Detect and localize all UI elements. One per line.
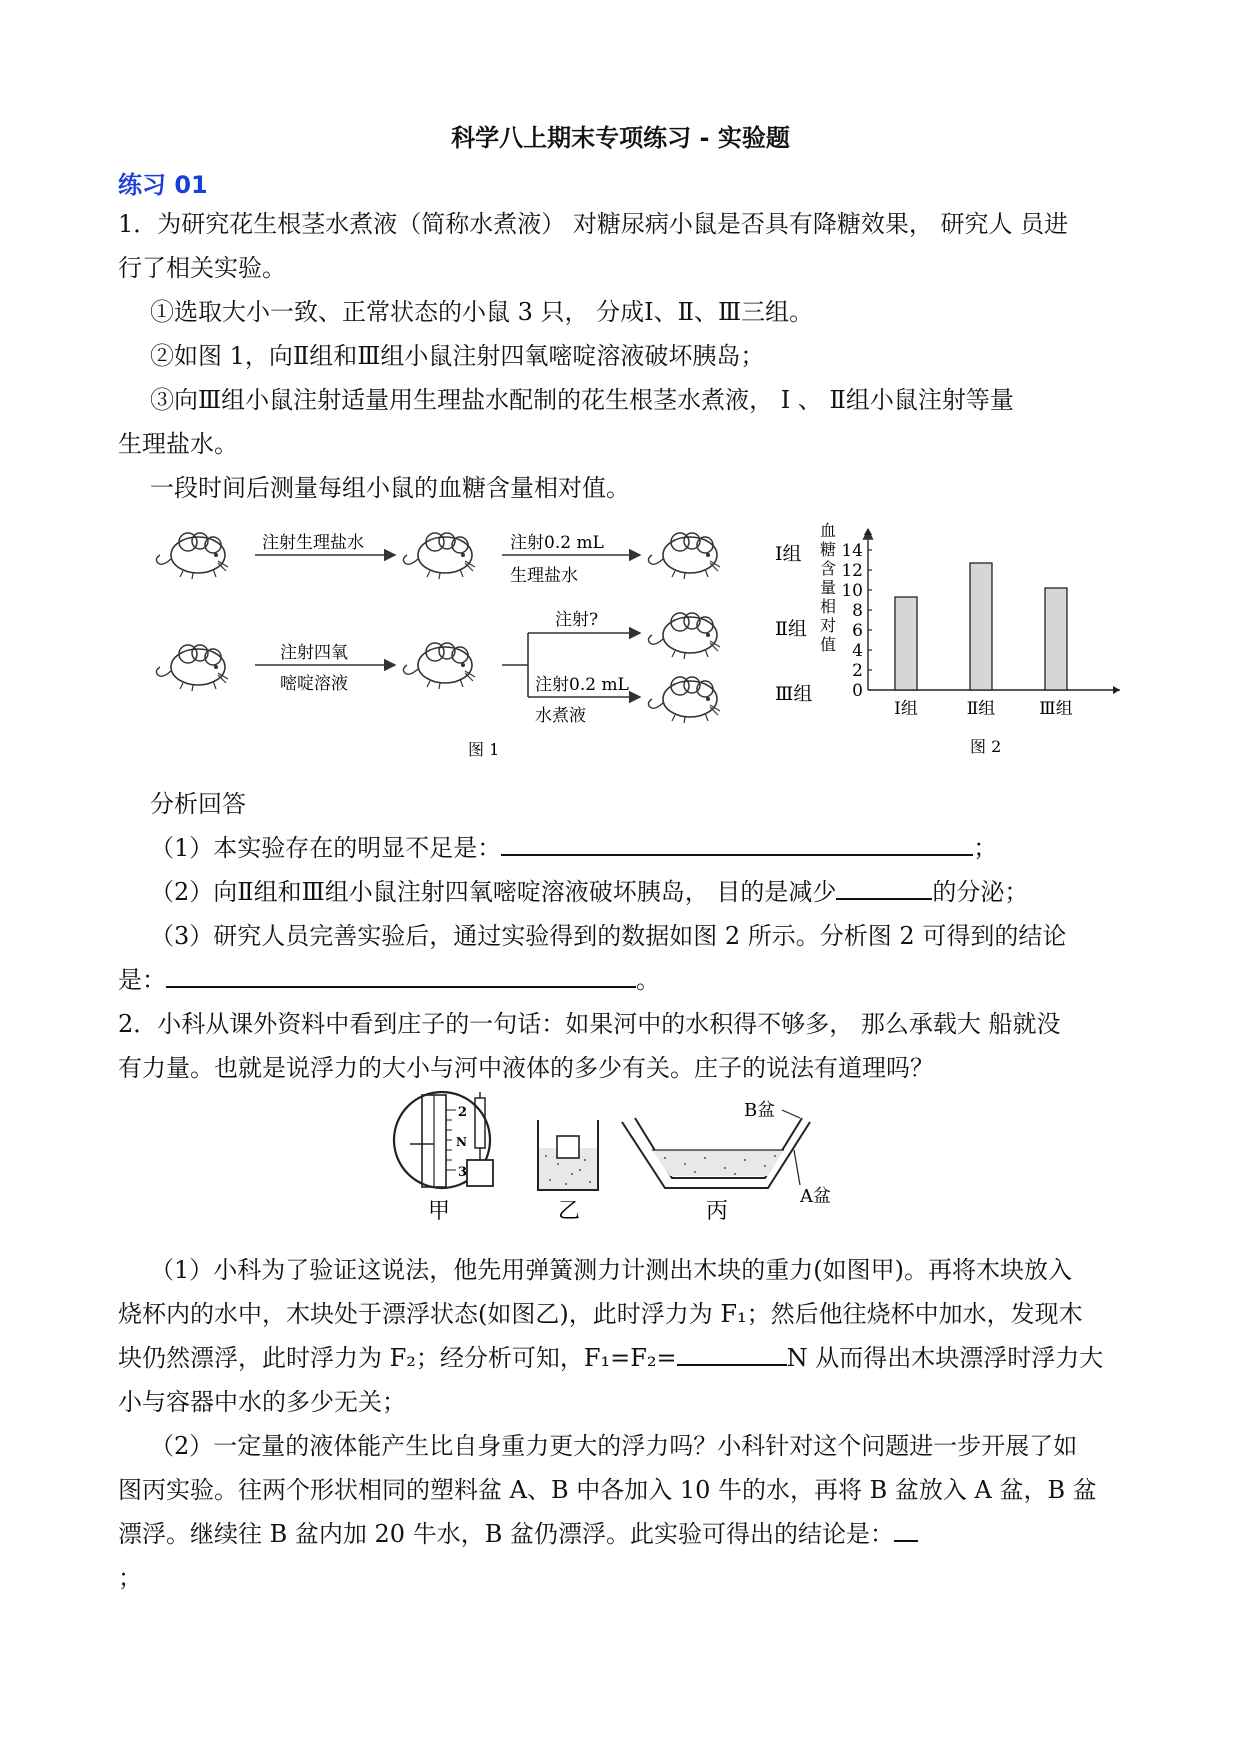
scale-mark-3: 3: [458, 1165, 468, 1180]
q1-sub1: [150, 826, 1160, 870]
answer-blank-4[interactable]: [677, 1338, 787, 1366]
q1-sub1-text: （1）本实验存在的明显不足是：: [150, 834, 502, 862]
page-title: 科学八上期末专项练习 - 实验题: [451, 124, 790, 152]
chart-x-tick: Ⅱ组: [966, 699, 996, 719]
q2-p2c: [118, 1512, 1128, 1556]
arrow-label-inject-02ml-b: 注射0.2 mL: [535, 675, 629, 695]
group-label-1: Ⅰ组: [775, 543, 802, 565]
chart-y-tick: 4: [852, 641, 863, 661]
q2-line2: 有力量。也就是说浮力的大小与河中液体的多少有关。庄子的说法有道理吗？: [118, 1054, 934, 1082]
figure-buoyancy: [390, 1090, 860, 1225]
figure-2-chart: [820, 520, 1130, 760]
q2-p2b: 图丙实验。往两个形状相同的塑料盆 A、B 中各加入 10 牛的水，再将 B 盆放入 A 盆，B 盆: [118, 1476, 1097, 1504]
arrow-label-question: 注射?: [555, 610, 599, 630]
arrow-label-saline: 注射生理盐水: [262, 533, 364, 553]
chart-y-tick: 8: [852, 601, 863, 621]
chart-x-tick: Ⅰ组: [894, 699, 918, 719]
q2-line1: 2．小科从课外资料中看到庄子的一句话：如果河中的水积得不够多， 那么承载大 船就没: [118, 1010, 1061, 1038]
chart-x-tick: Ⅲ组: [1039, 699, 1073, 719]
group-label-2: Ⅱ组: [775, 618, 807, 640]
label-basin-a: A盆: [800, 1186, 831, 1207]
answer-blank-3[interactable]: [166, 960, 636, 988]
chart-bar: [970, 563, 992, 690]
q2-p2c-text: 漂浮。继续往 B 盆内加 20 牛水，B 盆仍漂浮。此实验可得出的结论是：: [118, 1520, 894, 1548]
chart-y-tick: 10: [841, 581, 863, 601]
chart-y-tick: 0: [852, 681, 863, 701]
chart-y-tick: 6: [852, 621, 863, 641]
q2-p1b: 烧杯内的水中，木块处于漂浮状态(如图乙)，此时浮力为 F₁；然后他往烧杯中加水，发现木: [118, 1300, 1083, 1328]
q2-p1c-text: 块仍然漂浮，此时浮力为 F₂；经分析可知，F₁=F₂=: [118, 1344, 677, 1372]
scale-mark-2: 2: [458, 1105, 468, 1120]
chart-y-label: 血糖含量相对值: [820, 521, 837, 654]
q2-p1a: （1）小科为了验证这说法，他先用弹簧测力计测出木块的重力(如图甲)。再将木块放入: [150, 1256, 1072, 1284]
analysis-heading: 分析回答: [150, 790, 246, 818]
q1-sub3a: （3）研究人员完善实验后，通过实验得到的数据如图 2 所示。分析图 2 可得到的结论: [150, 922, 1067, 950]
arrow-label-alloxan: 注射四氧: [280, 643, 348, 663]
q1-sub1-end: ；: [973, 834, 998, 862]
q1-step3b: 生理盐水。: [118, 430, 238, 458]
q1-sub2-text: （2）向Ⅱ组和Ⅲ组小鼠注射四氧嘧啶溶液破坏胰岛， 目的是减少: [150, 878, 837, 906]
answer-blank-5[interactable]: [894, 1514, 918, 1542]
q2-p2d: ；: [118, 1564, 142, 1592]
q1-step1: ①选取大小一致、正常状态的小鼠 3 只， 分成Ⅰ、Ⅱ、Ⅲ三组。: [150, 298, 814, 326]
q1-sub2: [150, 870, 1160, 914]
q1-step4: 一段时间后测量每组小鼠的血糖含量相对值。: [150, 474, 630, 502]
q1-sub3b: [118, 958, 1128, 1002]
figure-1-caption: 图 1: [468, 740, 500, 759]
q1-sub3-text: 是：: [118, 966, 166, 994]
scale-mark-n: N: [456, 1135, 467, 1149]
caption-yi: 乙: [558, 1199, 581, 1224]
q2-p1c-end: N 从而得出木块漂浮时浮力大: [786, 1344, 1104, 1372]
chart-bar: [1045, 588, 1067, 690]
answer-blank-1[interactable]: [501, 828, 973, 856]
q1-sub2-end: 的分泌；: [932, 878, 1029, 906]
chart-y-tick: 2: [852, 661, 863, 681]
q1-line2: 行了相关实验。: [118, 254, 286, 282]
figure-2-caption: 图 2: [970, 737, 1002, 756]
group-label-3: Ⅲ组: [775, 683, 813, 705]
q1-step3a: ③向Ⅲ组小鼠注射适量用生理盐水配制的花生根茎水煮液， Ⅰ 、 Ⅱ组小鼠注射等量: [150, 386, 1014, 414]
label-basin-b: B盆: [744, 1100, 776, 1121]
arrow-label-inject-02ml: 注射0.2 mL: [510, 533, 604, 553]
q2-p1c: [118, 1336, 1128, 1380]
chart-y-tick: 12: [841, 561, 863, 581]
arrow-label-decoction: 水煮液: [535, 706, 586, 726]
chart-bar: [895, 597, 917, 690]
arrow-label-alloxan-2: 嘧啶溶液: [280, 674, 348, 694]
q1-step2: ②如图 1，向Ⅱ组和Ⅲ组小鼠注射四氧嘧啶溶液破坏胰岛；: [150, 342, 765, 370]
q1-line1: 1．为研究花生根茎水煮液（简称水煮液） 对糖尿病小鼠是否具有降糖效果， 研究人 员进: [118, 210, 1069, 238]
caption-jia: 甲: [428, 1199, 451, 1224]
figure-1: [150, 515, 770, 760]
answer-blank-2[interactable]: [836, 872, 932, 900]
q1-sub3-end: 。: [636, 966, 660, 994]
arrow-label-saline-2: 生理盐水: [510, 566, 578, 586]
caption-bing: 丙: [706, 1199, 729, 1224]
q2-p2a: （2）一定量的液体能产生比自身重力更大的浮力吗？小科针对这个问题进一步开展了如: [150, 1432, 1078, 1460]
q2-p1d: 小与容器中水的多少无关；: [118, 1388, 406, 1416]
section-heading: 练习 01: [118, 171, 208, 199]
chart-y-tick: 14: [841, 541, 863, 561]
